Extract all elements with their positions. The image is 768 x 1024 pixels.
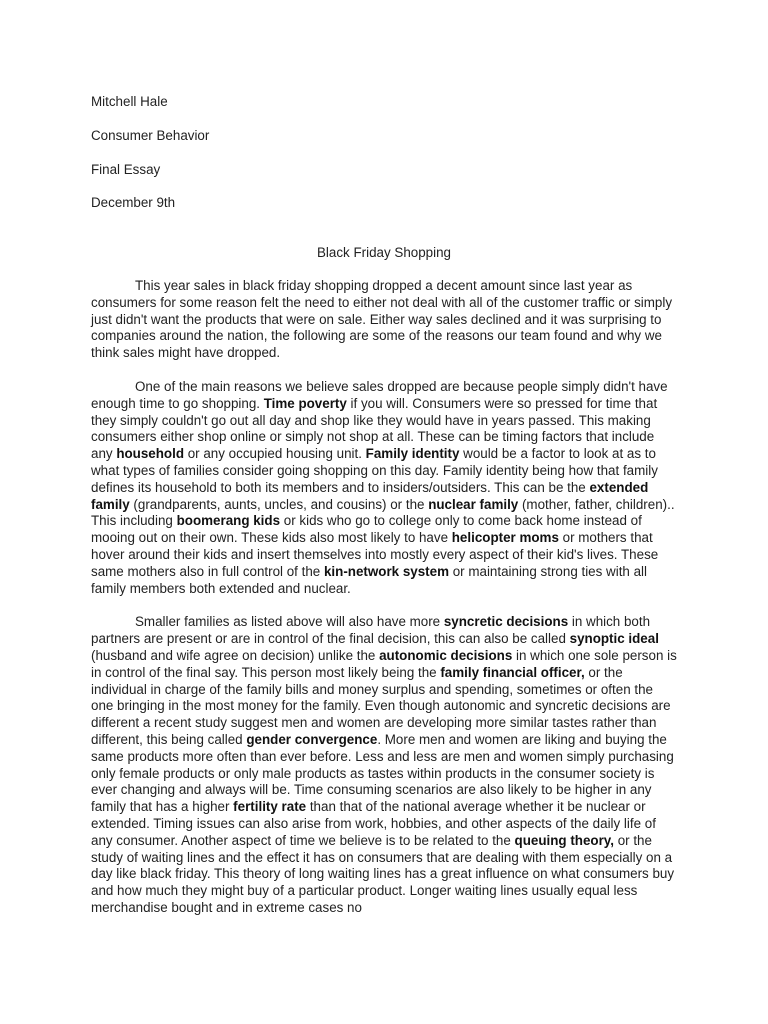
- key-term: extended family: [91, 479, 649, 512]
- author-name: Mitchell Hale: [91, 94, 168, 109]
- paragraph-text: (mother, father, children).. This including: [91, 496, 675, 529]
- key-term: synoptic ideal: [569, 631, 659, 647]
- body-paragraph: [91, 278, 677, 362]
- key-term: household: [116, 446, 185, 462]
- key-term: family financial officer,: [440, 664, 585, 680]
- paragraph-text: This year sales in black friday shopping dropped a decent amount since last year as consumers for some reason felt the need to either not deal with all of the customer traffic or simply just didn't want the products that were on sale. Either way sales declined and it was surprising to companies around the nation, the following are some of the reasons our team found and why we think sales might have dropped.: [91, 278, 673, 361]
- paragraph-text: or any occupied housing unit.: [184, 446, 366, 462]
- paragraph-text: in which both partners are present or are in control of the final decision, this can also be called: [91, 614, 651, 647]
- paragraph-text: (grandparents, aunts, uncles, and cousins) or the: [129, 496, 429, 512]
- body-paragraph: [91, 379, 677, 597]
- key-term: syncretic decisions: [443, 614, 569, 630]
- paragraph-text: (husband and wife agree on decision) unlike the: [91, 647, 380, 663]
- key-term: autonomic decisions: [379, 647, 513, 663]
- essay-title: Black Friday Shopping: [317, 245, 451, 260]
- assignment-name: Final Essay: [91, 162, 161, 177]
- body-paragraph: [91, 614, 677, 916]
- paragraph-text: or the individual in charge of the family bills and money surplus and spending, sometimes or often the one bringing in the most money for the family. Even though autonomic and syncretic decisions are different a recent study suggest men and women are developing more similar tastes rather than different, this being called: [91, 664, 671, 747]
- key-term: helicopter moms: [451, 530, 559, 546]
- paragraph-text: . More men and women are liking and buying the same products more often than ever before. Less and less are men and women simply purchasing only female products or only male products as tastes within products in the consumer society is ever changing and always will be. Time consuming scenarios are also likely to be higher in any family that has a higher: [91, 731, 674, 815]
- paragraph-text: Smaller families as listed above will also have more: [135, 614, 444, 630]
- key-term: boomerang kids: [176, 513, 281, 529]
- key-term: gender convergence: [246, 731, 378, 747]
- key-term: queuing theory,: [514, 832, 614, 848]
- key-term: nuclear family: [428, 496, 519, 512]
- key-term: fertility rate: [233, 799, 307, 815]
- paragraph-text: or the study of waiting lines and the effect it has on consumers that are dealing with them especially on a day like black friday. This theory of long waiting lines has a great influence on what consumers buy and how much they might buy of a particular product. Longer waiting lines usually equal less merchandise bought and in extreme cases no: [91, 832, 675, 915]
- paragraph-text: or kids who go to college only to come back home instead of mooing out on their own. These kids also most likely to have: [91, 513, 642, 546]
- essay-body: [91, 278, 677, 934]
- essay-date: December 9th: [91, 195, 176, 210]
- key-term: Family identity: [365, 446, 460, 462]
- key-term: kin-network system: [323, 563, 449, 579]
- course-name: Consumer Behavior: [91, 128, 210, 143]
- paragraph-text: One of the main reasons we believe sales dropped are because people simply didn't have enough time to go shopping.: [91, 378, 668, 411]
- paragraph-text: would be a factor to look at as to what types of families consider going shopping on this day. Family identity being how that family defines its household to both its members and to insiders/outsiders. This can be the: [91, 446, 658, 495]
- key-term: Time poverty: [263, 395, 347, 411]
- paragraph-text: if you will. Consumers were so pressed for time that they simply couldn't go out all day and shop like they would have in years passed. This making consumers either shop online or simply not shop at all. These can be timing factors that include any: [91, 395, 658, 462]
- paragraph-text: than that of the national average whether it be nuclear or extended. Timing issues can also arise from work, hobbies, and other aspects of the daily life of any consumer. Another aspect of time we believe is to be related to the: [91, 799, 656, 848]
- paragraph-text: or maintaining strong ties with all family members both extended and nuclear.: [91, 563, 647, 596]
- paragraph-text: or mothers that hover around their kids and insert themselves into mostly every aspect of their kid's lives. These same mothers also in full control of the: [91, 530, 659, 579]
- paragraph-text: in which one sole person is in control of the final say. This person most likely being the: [91, 647, 677, 680]
